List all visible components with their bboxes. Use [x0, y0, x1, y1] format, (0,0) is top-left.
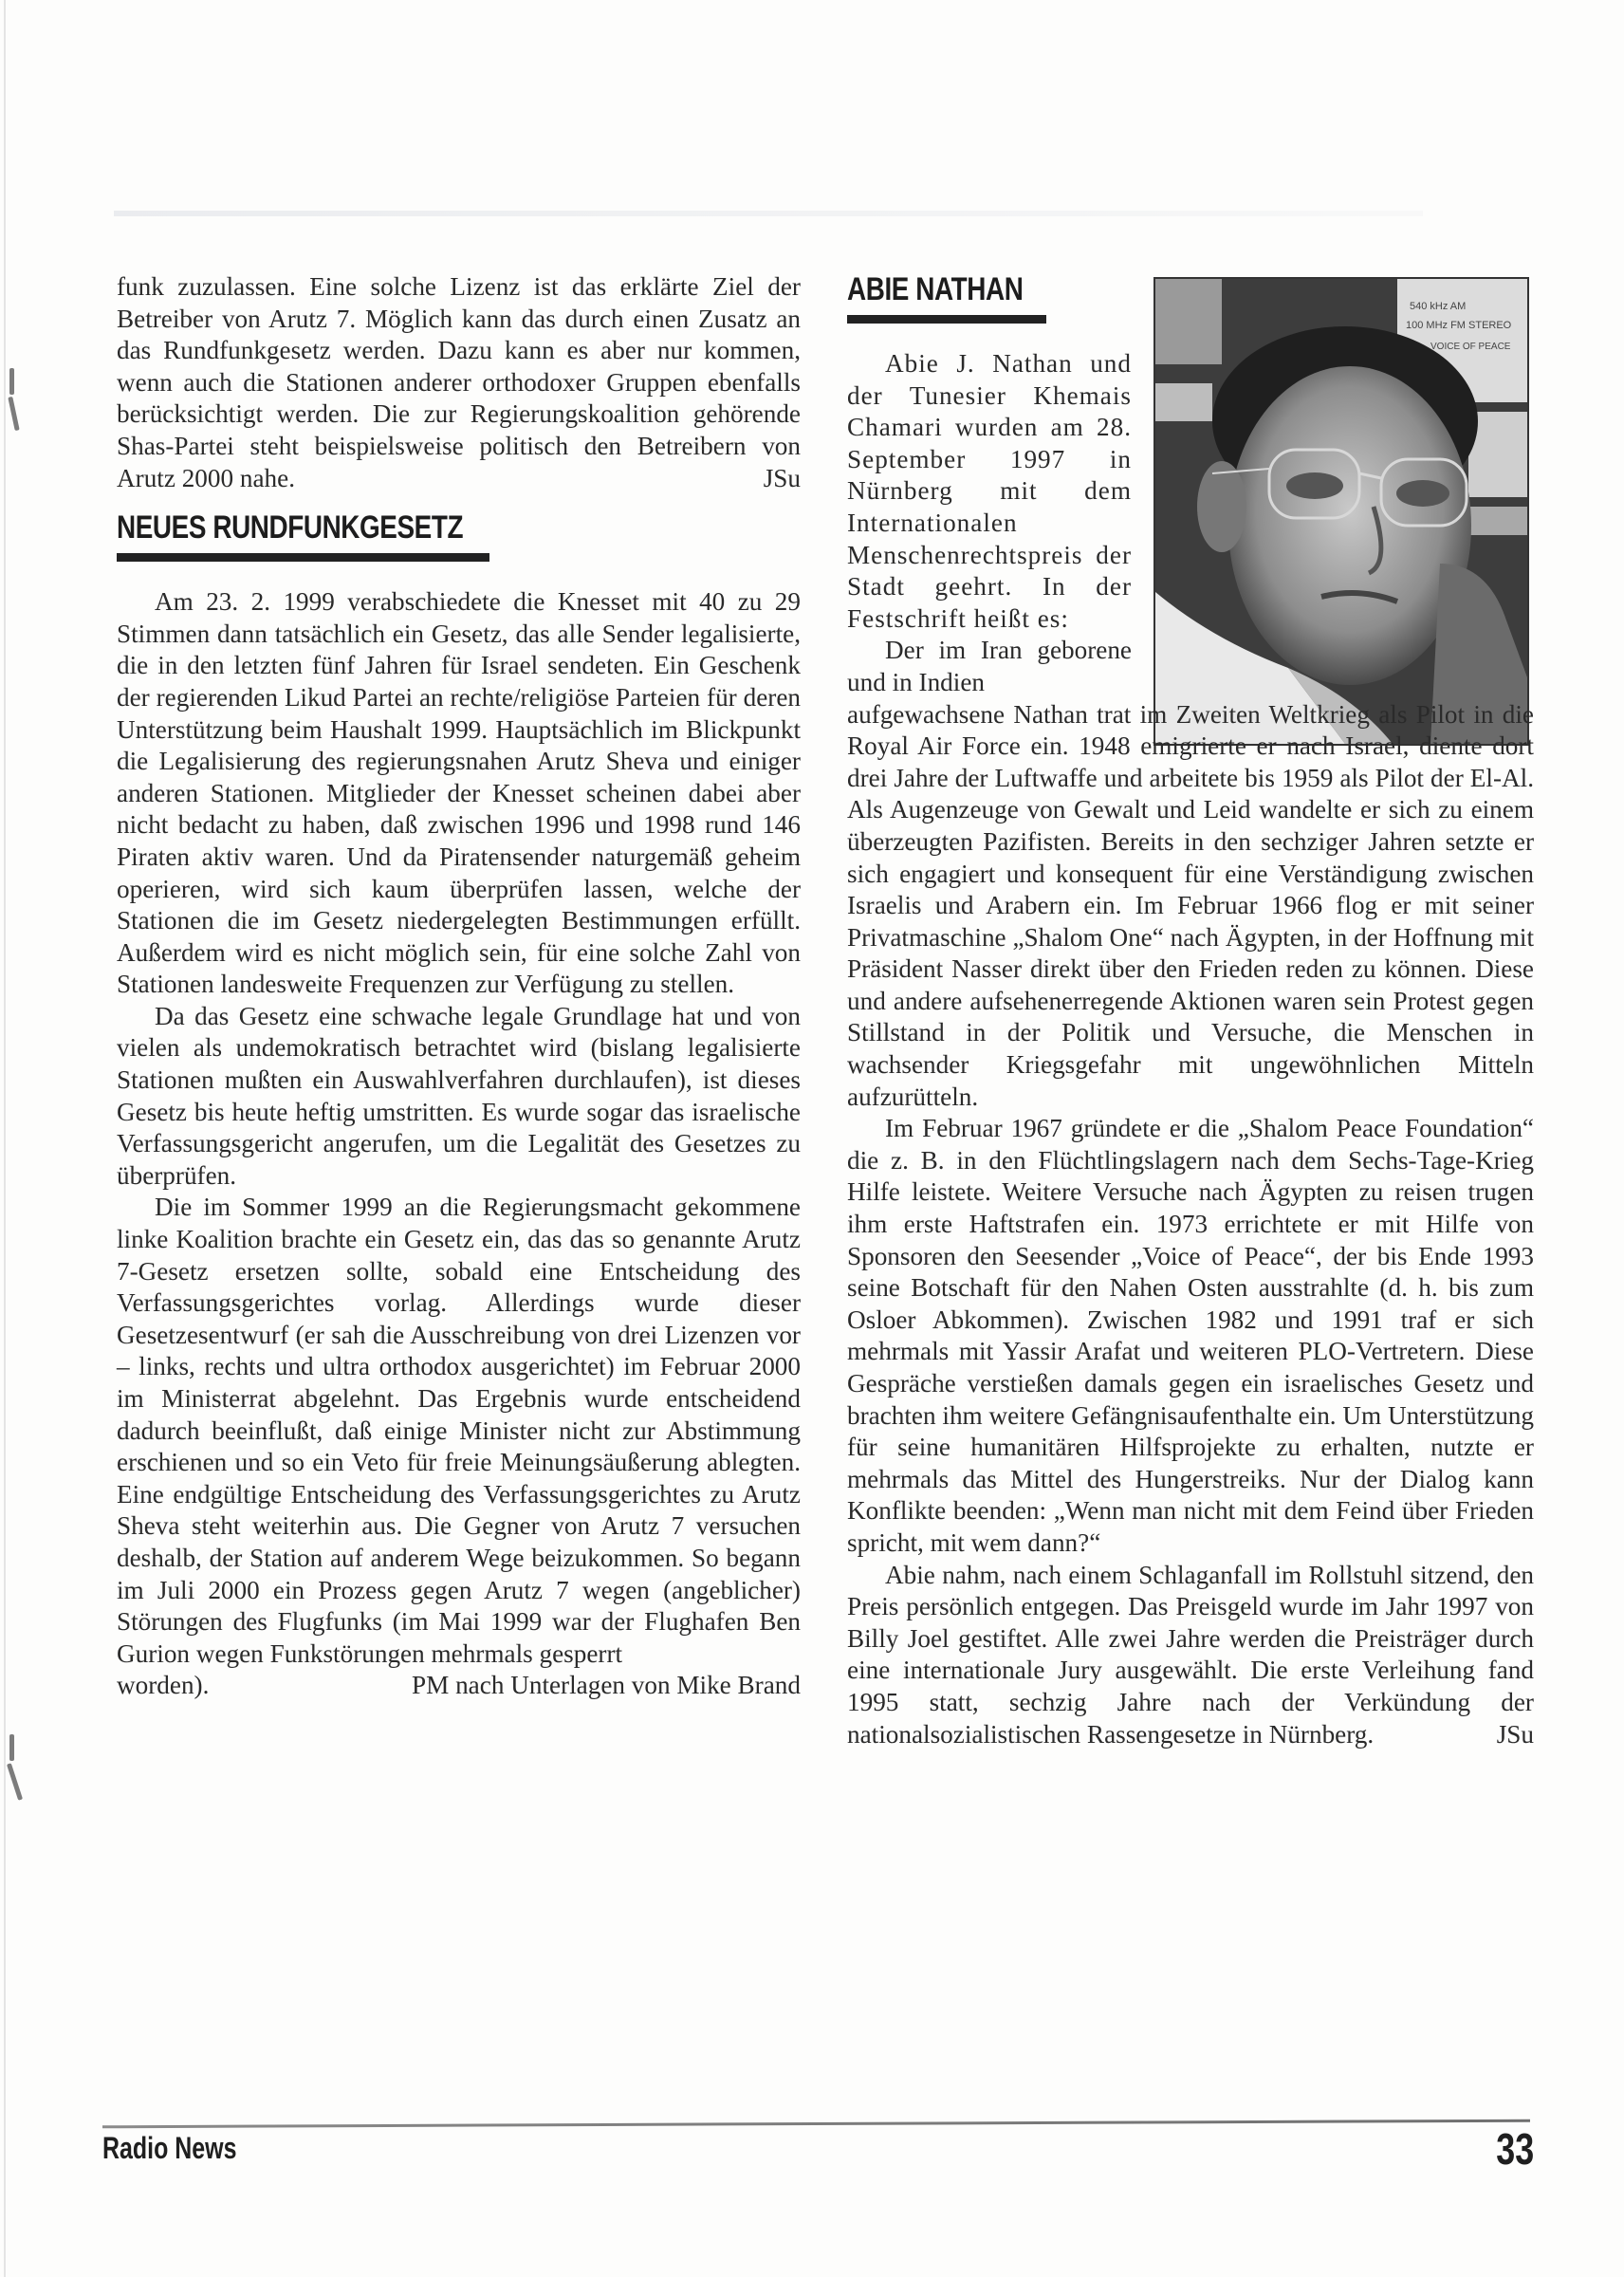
section-heading: NEUES RUNDFUNKGESETZ	[117, 509, 464, 546]
publication-name: Radio News	[102, 2131, 237, 2165]
closing-signature-line	[117, 1670, 801, 1702]
closing-text: worden).	[117, 1671, 210, 1700]
author-signature: JSu	[763, 463, 801, 492]
staple-mark-top-b	[8, 397, 19, 431]
svg-text:100 MHz FM STEREO: 100 MHz FM STEREO	[1406, 320, 1512, 331]
body-paragraph: Da das Gesetz eine schwache legale Grundlage hat und von vielen als undemokratisch betrachtet wird (bislang legalisierte Stationen mußten ein Auswahlverfahren durchlaufen), ist dieses Gesetz bis heute heftig umstritten. Es wurde sogar das israelische Verfassungsgericht angerufen, um die Legalität des Gesetzes zu überprüfen.	[117, 1001, 801, 1190]
text-beside-photo	[847, 348, 1132, 699]
section-neues-rundfunkgesetz	[117, 509, 801, 1702]
body-paragraph: Am 23. 2. 1999 verabschiedete die Knesset mit 40 zu 29 Stimmen dann tatsächlich ein Gesetz, das alle Sender legalisierte, die in den letzten fünf Jahren für Israel sendeten. Ein Geschenk der regierenden Likud Partei an rechte/religiöse Parteien für deren Unterstützung beim Haushalt 1999. Hauptsächlich im Blickpunkt die Legalisierung des regierungsnahen Arutz Sheva und einiger anderen Stationen. Mitglieder der Knesset scheinen dabei aber nicht bedacht zu haben, daß zwischen 1996 und 1998 rund 146 Piraten aktiv waren. Und da Piratensender naturgemäß geheim operieren, wird sich kaum überprüfen lassen, welche der Stationen die im Gesetz niedergelegten Bestimmungen erfüllt. Außerdem wird es nicht möglich sein, für eine solche Zahl von Stationen landesweite Frequenzen zur Verfügung zu stellen.	[117, 587, 801, 999]
footer-divider	[102, 2120, 1530, 2129]
body-paragraph: aufgewachsene Nathan trat im Zweiten Weltkrieg als Pilot in die Royal Air Force ein. 1948 emigrierte er nach Israel, diente dort drei Jahre der Luftwaffe und arbeitete bis 1959 als Pilot der El-Al. Als Augenzeuge von Gewalt und Leid wandelte er sich zu einem überzeugten Pazifisten. Bereits in den sechziger Jahren setzte er sich engagiert und konsequent für eine Verständigung zwischen Israelis und Arabern ein. Im Februar 1966 flog er mit seiner Privatmaschine „Shalom One“ nach Ägypten, in der Hoffnung mit Präsident Nasser direkt über den Frieden reden zu können. Diese und andere aufsehenerregende Aktionen waren sein Protest gegen Stillstand in der Politik und Versuche, die Menschen in wachsender Kriegsgefahr mit ungewöhnlichen Mitteln aufzurütteln.	[847, 699, 1534, 1111]
sign-text: 540 kHz AM	[1410, 301, 1467, 312]
page-number: 33	[1496, 2124, 1534, 2174]
author-signature: PM nach Unterlagen von Mike Brand	[412, 1671, 801, 1700]
author-signature: JSu	[1496, 1719, 1534, 1749]
heading-underline-bar	[117, 553, 489, 562]
svg-text:VOICE OF PEACE: VOICE OF PEACE	[1430, 342, 1511, 352]
scan-bleedthrough	[114, 211, 1423, 216]
right-column	[847, 271, 1534, 1750]
body-paragraph: Im Februar 1967 gründete er die „Shalom Peace Foundation“ die z. B. in den Flüchtlingslagern nach dem Sechs-Tage-Krieg Hilfe leistete. Weitere Versuche nach Ägypten zu reisen trugen ihm erste Haftstrafen ein. 1973 errichtete er mit Hilfe von Sponsoren den Seesender „Voice of Peace“, der bis Ende 1993 seine Botschaft für den Nahen Osten ausstrahlte (d. h. bis zum Osloer Abkommen). Zwischen 1982 und 1991 traf er sich mehrmals mit Yassir Arafat und weiteren PLO-Vertretern. Diese Gespräche verstießen damals gegen ein israelisches Gesetz und brachten ihm weitere Gefängnisaufenthalte ein. Um Unterstützung für seine humanitären Hilfsprojekte zu erhalten, nutzte er mehrmals das Mittel des Hungerstreiks. Nur der Dialog kann Konflikte beenden: „Wenn man nicht mit dem Feind über Frieden spricht, mit wem dann?“	[847, 1114, 1534, 1557]
section-heading: ABIE NATHAN	[847, 271, 1024, 307]
left-column	[117, 271, 801, 1702]
staple-mark-bottom-b	[7, 1763, 23, 1801]
body-paragraph: Abie J. Nathan und der Tunesier Khemais Chamari wurden am 28. September 1997 in Nürnberg mit dem Internationalen Menschenrechtspreis der Stadt geehrt. In der Festschrift heißt es:	[847, 349, 1132, 633]
staple-mark-bottom-a	[9, 1734, 14, 1761]
body-paragraph: Die im Sommer 1999 an die Regierungsmacht gekommene linke Koalition brachte ein Gesetz ein, das das so genannte Arutz 7-Gesetz ersetzen sollte, sobald eine Entscheidung des Verfassungsgerichtes vorlag. Allerdings wurde dieser Gesetzesentwurf (er sah die Ausschreibung von drei Lizenzen vor – links, rechts und ultra orthodox ausgerichtet) im Februar 2000 im Ministerrat abgelehnt. Das Ergebnis wurde entscheidend dadurch beeinflußt, daß einige Minister nicht zur Abstimmung erschienen und so ein Veto für freie Meinungsäußerung ablegten. Eine endgültige Entscheidung des Verfassungsgerichtes zu Arutz Sheva steht weiterhin aus. Die Gegner von Arutz 7 versuchen deshalb, der Station auf anderem Wege beizukommen. So begann im Juli 2000 ein Prozess gegen Arutz 7 wegen (angeblicher) Störungen des Flugfunks (im Mai 1999 war der Flughafen Ben Gurion wegen Funkstörungen mehrmals gesperrt	[117, 1193, 801, 1668]
body-paragraph: Abie nahm, nach einem Schlaganfall im Rollstuhl sitzend, den Preis persönlich entgegen. Das Preisgeld wurde im Jahr 1997 von Billy Joel gestiftet. Alle zwei Jahre werden die Preisträger durch eine internationale Jury ausgewählt. Die erste Verleihung fand 1995 statt, sechzig Jahre nach der Verkündung der nationalsozialistischen Rassengesetze in Nürnberg.	[847, 1560, 1534, 1749]
continuation-paragraph: funk zuzulassen. Eine solche Lizenz ist das erklärte Ziel der Betreiber von Arutz 7. Möglich kann das durch einen Zusatz an das Rundfunkgesetz werden. Dazu kann es aber nur kommen, wenn auch die Stationen anderer orthodoxer Gruppen ebenfalls berücksichtigt werden. Die zur Regierungskoalition gehörende Shas-Partei steht beispielsweise politisch den Betreibern von Arutz 2000 nahe.	[117, 272, 801, 492]
staple-mark-top-a	[9, 368, 14, 395]
heading-underline-bar	[847, 315, 1046, 324]
body-paragraph: Der im Iran geborene und in Indien	[847, 636, 1132, 696]
page-edge-shadow	[4, 0, 6, 2277]
